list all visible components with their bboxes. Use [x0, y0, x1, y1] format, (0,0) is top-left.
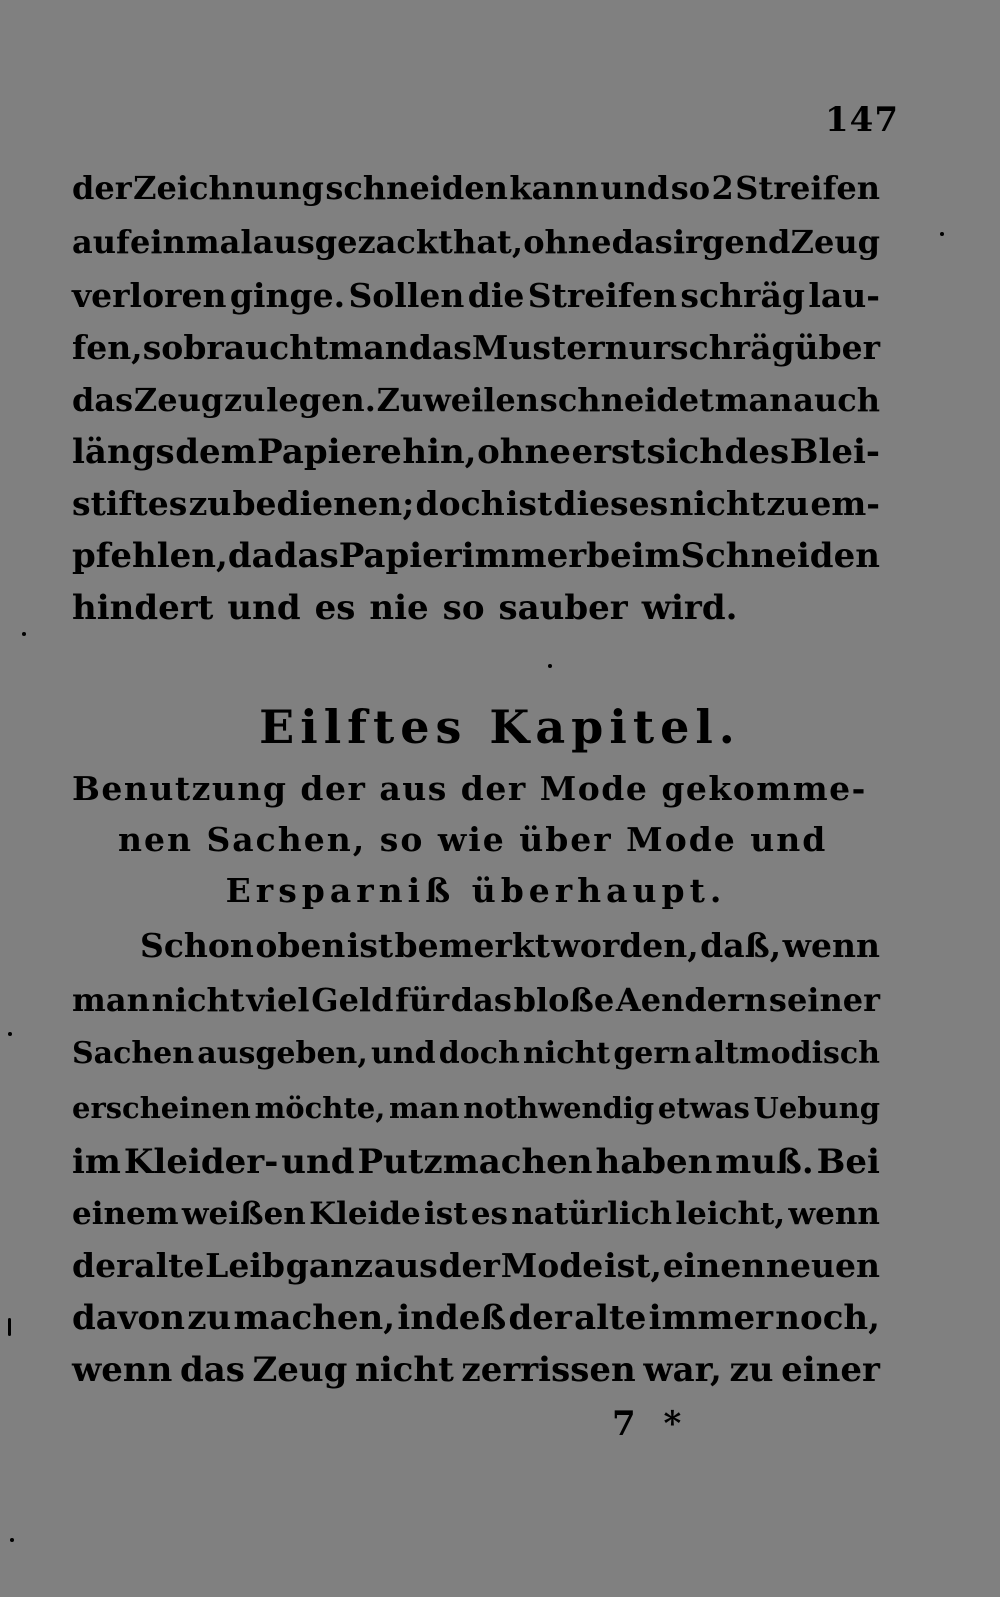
word: beim — [586, 536, 681, 576]
scan-speck — [22, 632, 26, 636]
word: Zeug — [790, 223, 880, 261]
word: einer — [781, 1350, 880, 1390]
word: längs — [72, 432, 175, 472]
word: wird. — [641, 588, 738, 628]
word: das — [408, 328, 472, 367]
word: der — [72, 1246, 134, 1285]
chapter-title: Eilftes Kapitel. — [259, 700, 741, 754]
word: bedienen; — [232, 484, 415, 523]
text-line — [72, 1292, 880, 1344]
word: immer — [461, 536, 587, 576]
word: Streifen — [527, 276, 677, 315]
word: Leib — [205, 1246, 285, 1285]
word: einmal — [129, 223, 253, 261]
text-line — [72, 374, 880, 426]
word: immer — [648, 1298, 774, 1338]
word: es — [470, 1196, 508, 1232]
word: auf — [72, 223, 130, 261]
text-line — [72, 1188, 880, 1240]
text-line — [72, 216, 880, 268]
word: zu — [187, 1298, 232, 1338]
word: Muster — [471, 328, 605, 367]
text-line — [72, 1240, 880, 1292]
word: schneidet — [539, 381, 714, 419]
word: Sachen — [72, 1036, 195, 1071]
word: und — [281, 1142, 355, 1182]
word: nothwendig — [463, 1091, 655, 1125]
scan-speck — [8, 1032, 12, 1036]
word: zu — [223, 381, 266, 419]
word: nicht — [669, 484, 766, 523]
word: ist — [346, 926, 394, 965]
word: es — [314, 588, 356, 628]
word: viel — [246, 981, 310, 1019]
word: kann — [509, 169, 599, 207]
word: seiner — [768, 981, 880, 1019]
word: dieses — [553, 484, 669, 523]
word: man — [328, 328, 409, 367]
word: ist — [423, 1196, 468, 1232]
scan-speck — [10, 1538, 14, 1542]
word: ginge. — [229, 276, 346, 315]
word: braucht — [183, 328, 329, 367]
word: das — [611, 223, 673, 261]
chapter-subtitle-line: Benutzung der aus der Mode gekomme- — [72, 769, 867, 808]
word: doch — [415, 484, 505, 523]
text-line — [72, 1082, 880, 1134]
word: Papiere — [257, 432, 402, 472]
word: weißen — [181, 1196, 306, 1232]
page-number: 147 — [825, 100, 899, 140]
text-line — [140, 920, 880, 972]
text-line — [72, 162, 880, 214]
word: einem — [72, 1196, 179, 1232]
word: legen. — [266, 381, 376, 419]
word: alte — [134, 1246, 205, 1285]
word: ausgezackt — [252, 223, 453, 261]
text-line — [72, 974, 880, 1026]
word: auch — [793, 381, 880, 419]
word: muß. — [715, 1142, 814, 1182]
word: man — [72, 981, 150, 1019]
word: noch, — [775, 1298, 880, 1338]
word: ausgeben, — [197, 1036, 368, 1071]
word: Sollen — [348, 276, 465, 315]
word: Putzmachen — [357, 1142, 593, 1182]
word: so — [442, 588, 485, 628]
word: des — [724, 432, 790, 472]
word: der — [508, 1298, 572, 1338]
word: pfehlen, — [72, 536, 228, 576]
word: zu — [188, 484, 232, 523]
word: wenn — [782, 926, 880, 965]
text-line — [72, 426, 880, 478]
word: nicht — [151, 981, 245, 1019]
word: bemerkt — [394, 926, 551, 965]
word: lau- — [808, 276, 880, 315]
word: zu — [766, 484, 810, 523]
word: zu — [729, 1350, 774, 1390]
word: zerrissen — [461, 1350, 636, 1390]
word: nicht — [523, 1036, 611, 1071]
word: die — [467, 276, 525, 315]
word: gern — [613, 1036, 692, 1071]
word: hindert — [72, 588, 214, 628]
word: Zuweilen — [376, 381, 540, 419]
word: erst — [571, 432, 646, 472]
word: Streifen — [735, 169, 880, 207]
word: man — [714, 381, 793, 419]
word: nie — [369, 588, 429, 628]
text-line — [72, 1136, 880, 1188]
word: schräg — [670, 328, 795, 367]
chapter-subtitle-line: Ersparniß überhaupt. — [225, 871, 727, 910]
word: aus — [373, 1246, 438, 1285]
word: im — [72, 1142, 121, 1182]
word: einen — [662, 1246, 766, 1285]
signature-mark: 7 * — [612, 1404, 690, 1444]
word: für — [395, 981, 450, 1019]
word: wenn — [788, 1196, 880, 1232]
word: fen, — [72, 328, 143, 367]
word: Geld — [311, 981, 394, 1019]
word: wenn — [72, 1350, 173, 1390]
word: so — [670, 169, 711, 207]
word: Kleide — [309, 1196, 421, 1232]
word: Aendern — [615, 981, 768, 1019]
text-line — [72, 270, 880, 322]
word: Zeug — [133, 381, 224, 419]
word: das — [179, 1350, 245, 1390]
word: ohne — [523, 223, 612, 261]
word: über — [794, 328, 880, 367]
word: man — [388, 1091, 460, 1125]
text-line — [72, 530, 880, 582]
word: und — [227, 588, 301, 628]
word: natürlich — [511, 1196, 673, 1232]
word: stiftes — [72, 484, 188, 523]
word: Zeichnung — [133, 169, 324, 207]
scan-speck — [8, 1318, 11, 1336]
word: hin, — [402, 432, 477, 472]
word: alte — [574, 1298, 647, 1338]
word: altmodisch — [694, 1036, 880, 1071]
word: bloße — [513, 981, 615, 1019]
word: Uebung — [753, 1091, 880, 1125]
word: leicht, — [675, 1196, 786, 1232]
word: em- — [810, 484, 880, 523]
word: Kleider- — [123, 1142, 279, 1182]
word: der — [72, 169, 132, 207]
word: oben — [255, 926, 346, 965]
word: so — [142, 328, 184, 367]
word: und — [600, 169, 670, 207]
word: Blei- — [789, 432, 880, 472]
word: Papier — [338, 536, 462, 576]
word: irgend — [672, 223, 791, 261]
text-line — [72, 1028, 880, 1080]
word: machen, — [233, 1298, 396, 1338]
text-line — [72, 478, 880, 530]
word: indeß — [397, 1298, 507, 1338]
word: sich — [646, 432, 724, 472]
word: da — [227, 536, 274, 576]
scan-speck — [940, 232, 944, 236]
text-line — [72, 582, 880, 634]
word: Mode — [500, 1246, 604, 1285]
word: Zeug — [252, 1350, 348, 1390]
word: erscheinen — [72, 1091, 251, 1125]
word: das — [273, 536, 339, 576]
word: verloren — [72, 276, 227, 315]
word: dem — [175, 432, 257, 472]
word: 2 — [711, 169, 734, 207]
word: neuen — [765, 1246, 880, 1285]
chapter-subtitle-line: nen Sachen, so wie über Mode und — [118, 820, 828, 859]
word: ganz — [285, 1246, 373, 1285]
text-line — [72, 322, 880, 374]
word: schräg — [680, 276, 805, 315]
word: schneiden — [325, 169, 508, 207]
word: nicht — [355, 1350, 454, 1390]
word: nur — [604, 328, 670, 367]
word: haben — [595, 1142, 713, 1182]
word: ist, — [604, 1246, 662, 1285]
word: doch — [438, 1036, 520, 1071]
word: sauber — [498, 588, 628, 628]
word: das — [72, 381, 134, 419]
word: worden, — [551, 926, 699, 965]
word: ohne — [477, 432, 571, 472]
word: Bei — [816, 1142, 880, 1182]
word: Schneiden — [680, 536, 880, 576]
word: hat, — [453, 223, 523, 261]
word: und — [370, 1036, 436, 1071]
word: etwas — [657, 1091, 750, 1125]
text-line — [72, 1344, 880, 1396]
word: ist — [505, 484, 553, 523]
word: das — [450, 981, 512, 1019]
word: daß, — [700, 926, 782, 965]
scan-speck — [548, 664, 552, 668]
word: war, — [643, 1350, 722, 1390]
word: der — [438, 1246, 500, 1285]
word: davon — [72, 1298, 185, 1338]
word: möchte, — [254, 1091, 386, 1125]
word: Schon — [140, 926, 254, 965]
